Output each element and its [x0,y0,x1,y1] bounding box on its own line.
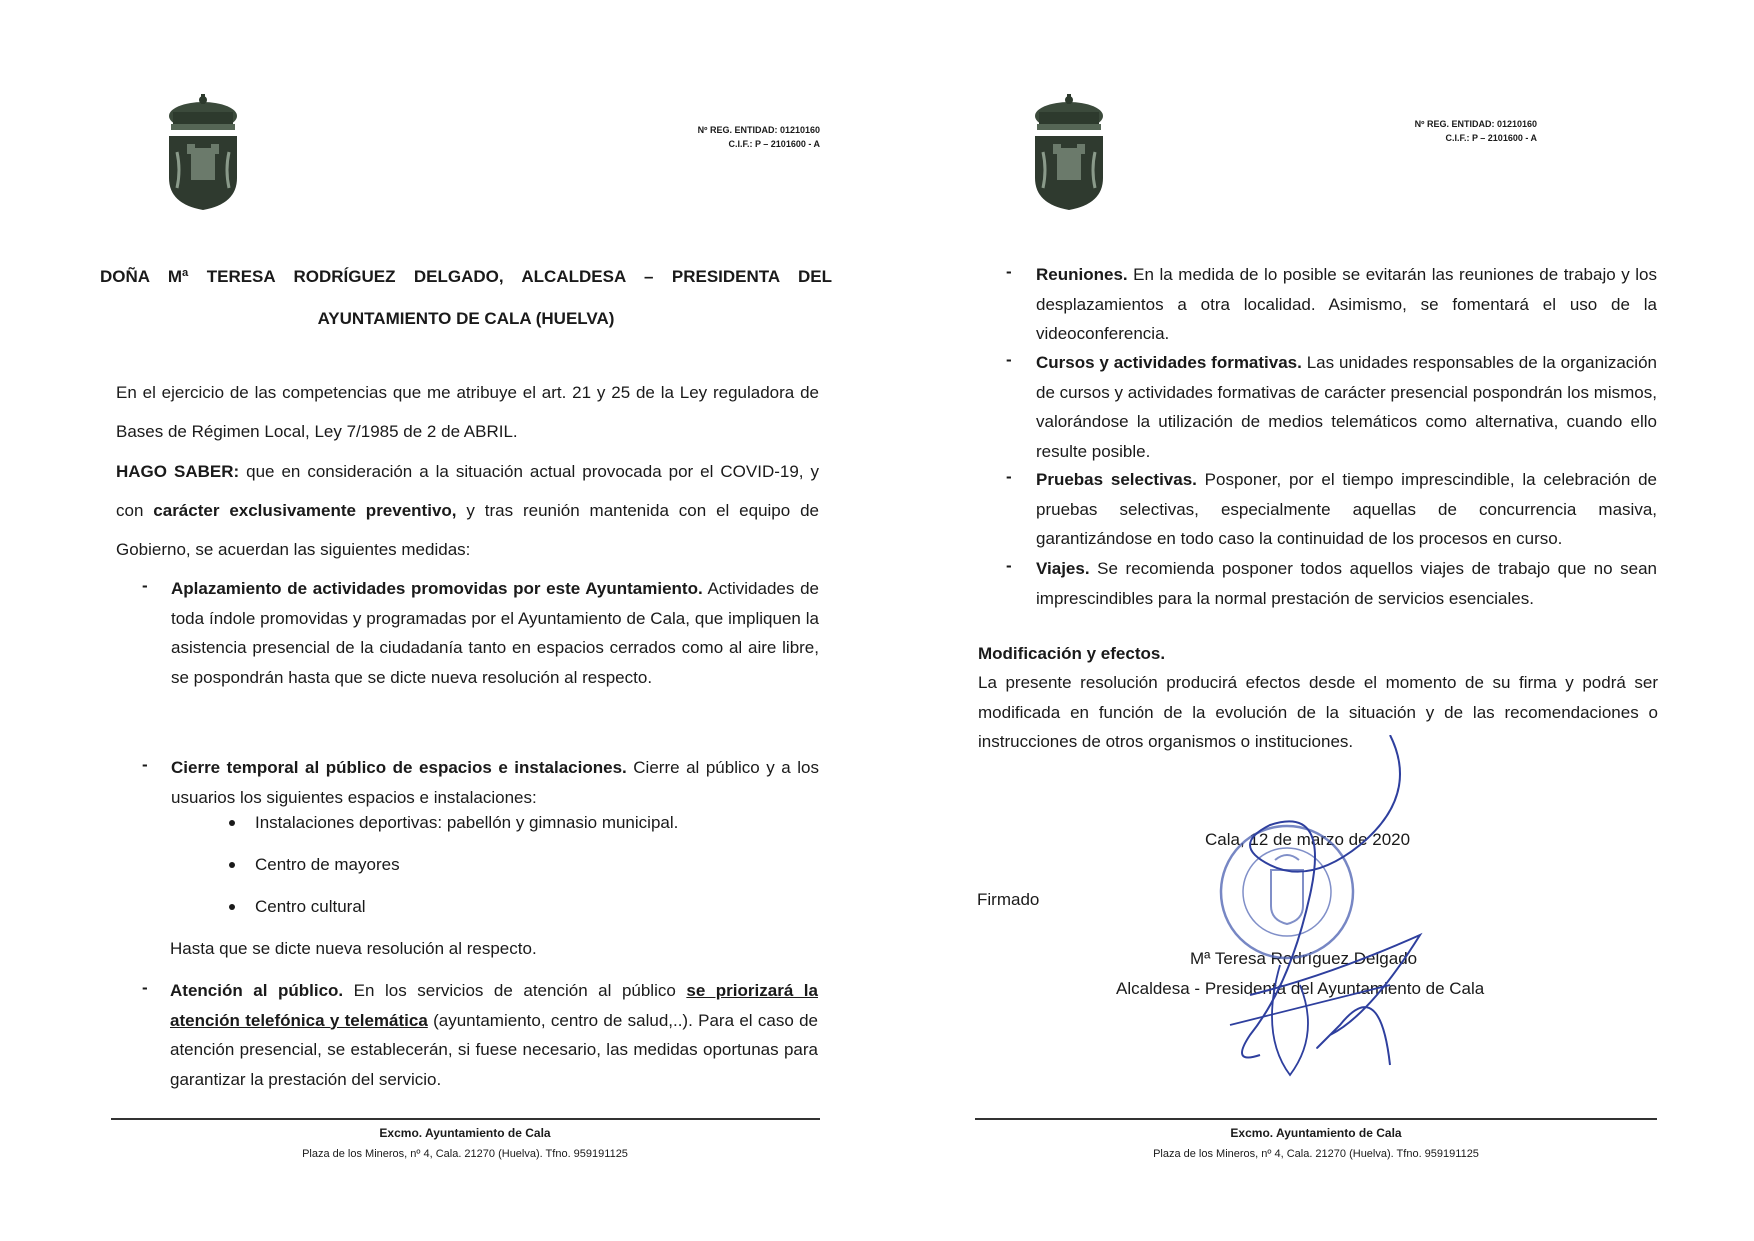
signature-date: Cala, 12 de marzo de 2020 [1205,830,1411,849]
measure-item-3 [170,976,818,1094]
bullet-item: Centro cultural [255,897,366,916]
bullet-item: Instalaciones deportivas: pabellón y gimnasio municipal. [255,813,679,832]
bullet-icon [229,820,235,826]
footer-name: Excmo. Ayuntamiento de Cala [379,1126,551,1140]
coat-of-arms-icon [163,92,243,212]
item-text: Actividades de toda índole promovidas y programadas por el Ayuntamiento de Cala, que impliquen la asistencia presencial de la ciudadanía tanto en espacios cerrados como al aire libre, se pospondrán hasta que se dicte nueva resolución al respecto. [171,579,819,687]
coat-of-arms-icon [1029,92,1109,212]
item-text: Se recomienda posponer todos aquellos viajes de trabajo que no sean imprescindibles para la normal prestación de servicios esenciales. [1036,559,1657,608]
item-title: Cierre temporal al público de espacios e instalaciones. [171,758,627,777]
firmado-label: Firmado [977,890,1040,909]
registry-block [1317,117,1537,145]
cif: C.I.F.: P – 2101600 - A [728,139,820,149]
item-title: Pruebas selectivas. [1036,470,1197,489]
hago-saber-label: HAGO SABER: [116,462,240,481]
measure-item-2 [171,753,819,812]
bullet-icon [229,904,235,910]
item-title: Reuniones. [1036,265,1128,284]
list-dash: - [1006,556,1012,575]
hago-bold: carácter exclusivamente preventivo, [153,501,457,520]
footer-rule [975,1118,1657,1120]
reg-entidad: Nº REG. ENTIDAD: 01210160 [1414,119,1537,129]
list-dash: - [1006,350,1012,369]
list-dash: - [1006,262,1012,281]
item-text: En los servicios de atención al público [343,981,687,1000]
modification-title: Modificación y efectos. [978,644,1166,663]
cif: C.I.F.: P – 2101600 - A [1445,133,1537,143]
footer-address: Plaza de los Mineros, nº 4, Cala. 21270 (Huelva). Tfno. 959191125 [1153,1148,1479,1160]
item-text: Las unidades responsables de la organización de cursos y actividades formativas de carácter presencial pospondrán los mismos, valorándose la utilización de medios telemáticos como alternativa, cuando ello resulte posible. [1036,353,1657,461]
measure-item-1 [171,574,819,692]
signer-role: Alcaldesa - Presidenta del Ayuntamiento de Cala [1116,979,1485,998]
bullet-item: Centro de mayores [255,855,400,874]
bullet-icon [229,862,235,868]
reg-entidad: Nº REG. ENTIDAD: 01210160 [697,125,820,135]
item-title: Atención al público. [170,981,344,1000]
registry-block [600,123,820,151]
list-dash: - [1006,467,1012,486]
hago-text-2: y tras reunión mantenida con el equipo de Gobierno, se acuerdan las siguientes medidas: [116,501,819,559]
footer-rule [111,1118,820,1120]
hago-text-1: que en consideración a la situación actual provocada por el COVID-19, y con [116,462,819,520]
list-dash: - [142,755,148,774]
list-dash: - [142,978,148,997]
item-title: Cursos y actividades formativas. [1036,353,1302,372]
intro-paragraph: En el ejercicio de las competencias que me atribuye el art. 21 y 25 de la Ley reguladora de Bases de Régimen Local, Ley 7/1985 de 2 de ABRIL. [116,383,819,441]
title-line-1: DOÑA Mª TERESA RODRÍGUEZ DELGADO, ALCALDESA – PRESIDENTA DEL [100,267,832,286]
measure-item-4 [1036,260,1657,349]
item-underline: se priorizará la atención telefónica y telemática [170,981,818,1030]
document-title [100,256,832,340]
title-line-2: AYUNTAMIENTO DE CALA (HUELVA) [317,309,615,328]
footer-address: Plaza de los Mineros, nº 4, Cala. 21270 (Huelva). Tfno. 959191125 [302,1148,628,1160]
list-dash: - [142,576,148,595]
item-title: Viajes. [1036,559,1090,578]
item-2-after: Hasta que se dicte nueva resolución al respecto. [170,939,537,958]
measure-item-6 [1036,465,1657,554]
modification-paragraph: La presente resolución producirá efectos desde el momento de su firma y podrá ser modificada en función de la evolución de la situación y de las recomendaciones o instrucciones de otros organismos o instituciones. [978,673,1658,751]
footer-name: Excmo. Ayuntamiento de Cala [1230,1126,1402,1140]
item-text: En la medida de lo posible se evitarán las reuniones de trabajo y los desplazamientos a otra localidad. Asimismo, se fomentará el uso de la videoconferencia. [1036,265,1657,343]
item-text: (ayuntamiento, centro de salud,..). Para el caso de atención presencial, se establecerán, si fuese necesario, las medidas oportunas para garantizar la prestación del servicio. [170,1010,819,1089]
measure-item-7 [1036,554,1657,613]
item-text: Cierre al público y a los usuarios los siguientes espacios e instalaciones: [171,758,819,807]
item-text: Posponer, por el tiempo imprescindible, la celebración de pruebas selectivas, especialmente aquellas de concurrencia masiva, garantizándose en todo caso la continuidad de los procesos en curso. [1036,470,1657,548]
measure-item-5 [1036,348,1657,466]
page-right [877,0,1754,1241]
item-title: Aplazamiento de actividades promovidas por este Ayuntamiento. [171,579,703,598]
signer-name: Mª Teresa Rodríguez Delgado [1190,949,1418,968]
hago-saber-paragraph [116,452,819,569]
